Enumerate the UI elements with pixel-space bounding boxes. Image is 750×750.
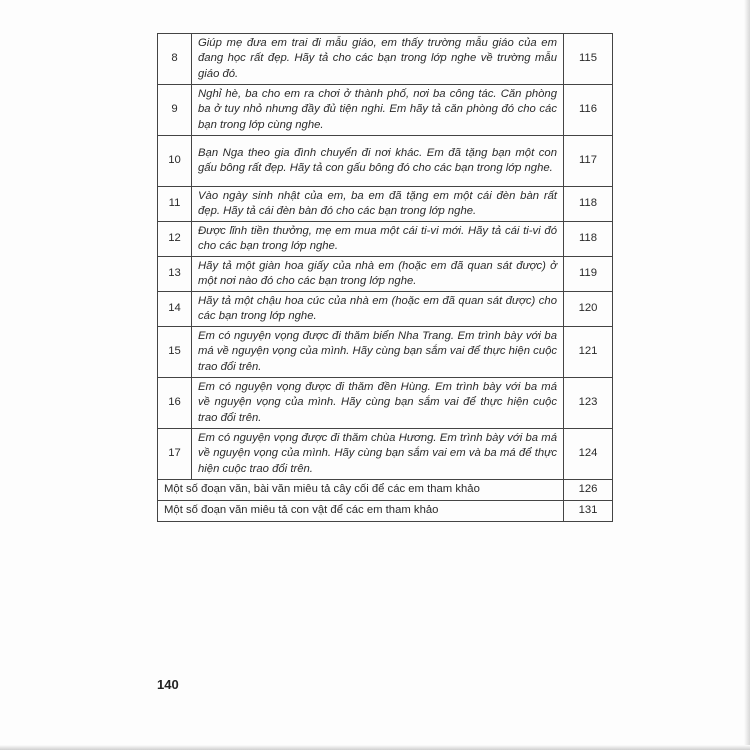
page-reference: 118	[564, 187, 613, 222]
table-row	[158, 480, 613, 501]
exercise-number: 17	[158, 429, 192, 480]
table-row	[158, 187, 613, 222]
page-reference: 115	[564, 34, 613, 85]
page-reference: 117	[564, 136, 613, 187]
exercise-description: Giúp mẹ đưa em trai đi mẫu giáo, em thấy trường mẫu giáo của em đang học rất đẹp. Hãy tả cho các bạn trong lớp nghe về trường mẫu giáo đó.	[192, 34, 564, 85]
exercise-description: Bạn Nga theo gia đình chuyển đi nơi khác. Em đã tặng bạn một con gấu bông rất đẹp. Hãy tả con gấu bông đó cho các bạn trong lớp nghe.	[192, 136, 564, 187]
page-reference: 124	[564, 429, 613, 480]
table-row	[158, 257, 613, 292]
page-reference: 116	[564, 85, 613, 136]
exercise-description: Em có nguyện vọng được đi thăm đền Hùng. Em trình bày với ba má về nguyện vọng của mình. Hãy cùng bạn sắm vai để thực hiện cuộc trao đổi trên.	[192, 378, 564, 429]
section-title: Một số đoạn văn miêu tả con vật để các em tham khảo	[158, 501, 564, 522]
table-row	[158, 34, 613, 85]
page-reference: 120	[564, 292, 613, 327]
exercise-description: Hãy tả một chậu hoa cúc của nhà em (hoặc em đã quan sát được) cho các bạn trong lớp nghe.	[192, 292, 564, 327]
exercise-description: Em có nguyện vọng được đi thăm biển Nha Trang. Em trình bày với ba má về nguyện vọng của mình. Hãy cùng bạn sắm vai để thực hiện cuộc trao đổi trên.	[192, 327, 564, 378]
table-row	[158, 85, 613, 136]
table-row	[158, 222, 613, 257]
table-row	[158, 136, 613, 187]
exercise-description: Được lĩnh tiền thưởng, mẹ em mua một cái ti-vi mới. Hãy tả cái ti-vi đó cho các bạn trong lớp nghe.	[192, 222, 564, 257]
exercise-number: 10	[158, 136, 192, 187]
table-row	[158, 292, 613, 327]
table-row	[158, 378, 613, 429]
exercise-number: 9	[158, 85, 192, 136]
page-reference: 126	[564, 480, 613, 501]
contents-table	[157, 33, 613, 522]
scan-edge-right	[744, 0, 750, 750]
exercise-number: 8	[158, 34, 192, 85]
exercise-number: 13	[158, 257, 192, 292]
page-number: 140	[157, 677, 179, 692]
page-reference: 131	[564, 501, 613, 522]
page-reference: 119	[564, 257, 613, 292]
scan-edge-bottom	[0, 745, 750, 750]
exercise-number: 15	[158, 327, 192, 378]
exercise-description: Hãy tả một giàn hoa giấy của nhà em (hoặc em đã quan sát được) ở một nơi nào đó cho các bạn trong lớp nghe.	[192, 257, 564, 292]
table-row	[158, 429, 613, 480]
exercise-number: 14	[158, 292, 192, 327]
table-row	[158, 327, 613, 378]
section-title: Một số đoạn văn, bài văn miêu tả cây cối để các em tham khảo	[158, 480, 564, 501]
exercise-number: 16	[158, 378, 192, 429]
exercise-description: Vào ngày sinh nhật của em, ba em đã tặng em một cái đèn bàn rất đẹp. Hãy tả cái đèn bàn đó cho các bạn trong lớp nghe.	[192, 187, 564, 222]
exercise-number: 11	[158, 187, 192, 222]
page-reference: 118	[564, 222, 613, 257]
exercise-description: Nghỉ hè, ba cho em ra chơi ở thành phố, nơi ba công tác. Căn phòng ba ở tuy nhỏ nhưng đầy đủ tiện nghi. Em hãy tả căn phòng đó cho các bạn trong lớp cùng nghe.	[192, 85, 564, 136]
page-reference: 123	[564, 378, 613, 429]
exercise-number: 12	[158, 222, 192, 257]
page-reference: 121	[564, 327, 613, 378]
table-row	[158, 501, 613, 522]
exercise-description: Em có nguyện vọng được đi thăm chùa Hương. Em trình bày với ba má về nguyện vọng của mình. Hãy cùng bạn sắm vai em và ba má để thực hiện cuộc trao đổi trên.	[192, 429, 564, 480]
